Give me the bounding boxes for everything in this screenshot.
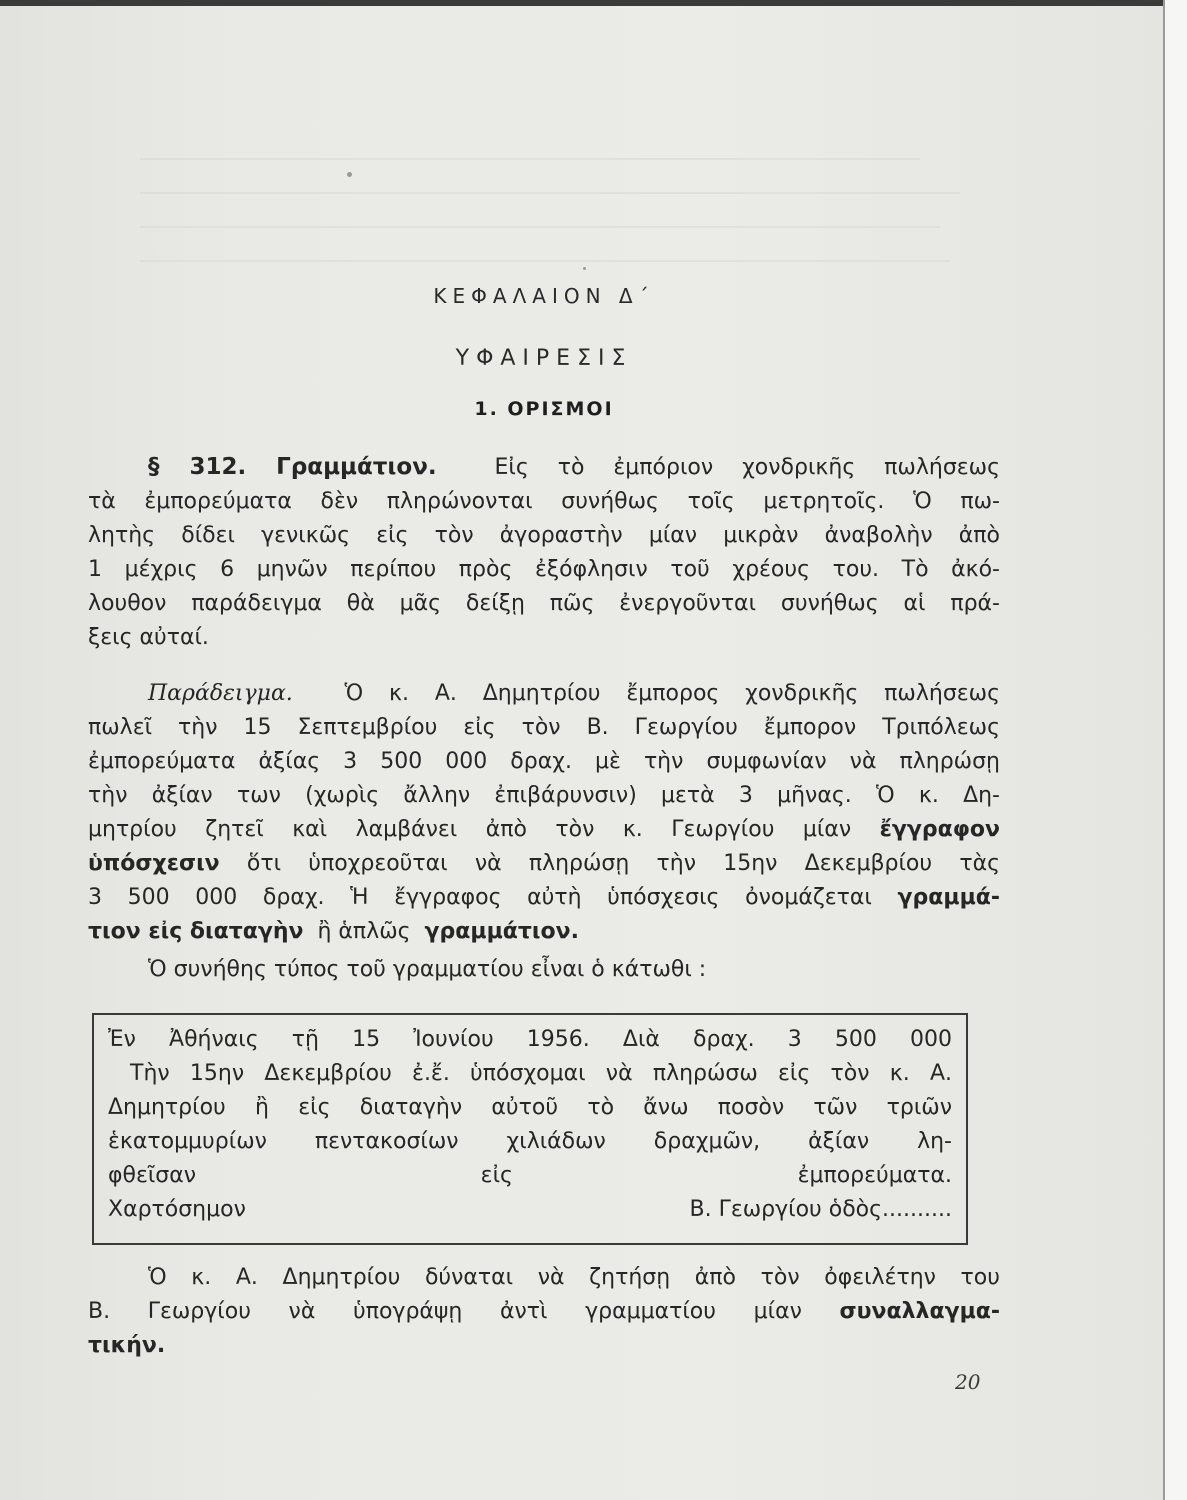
note-line: φθεῖσαν εἰς ἐμπορεύματα. bbox=[108, 1163, 952, 1188]
signature-line: Β. Γεωργίου ὁδὸς.......... bbox=[689, 1197, 952, 1222]
bold-term: συναλλαγμα- bbox=[839, 1299, 1000, 1324]
note-footer bbox=[108, 1193, 952, 1227]
text-line: λητὴς δίδει γενικῶς εἰς τὸν ἀγοραστὴν μίαν μικρὰν ἀναβολὴν ἀπὸ bbox=[88, 523, 1000, 548]
text-line bbox=[88, 915, 1000, 949]
text-fragment: Εἰς τὸ ἐμπόριον χονδρικῆς πωλήσεως bbox=[494, 455, 1000, 480]
text-line: πωλεῖ τὴν 15 Σεπτεμβρίου εἰς τὸν Β. Γεωργίου ἔμπορον Τριπόλεως bbox=[88, 715, 1000, 740]
note-line: Ἐν Ἀθήναις τῇ 15 Ἰουνίου 1956. Διὰ δραχ. 3 500 000 bbox=[108, 1027, 952, 1052]
text-line: λουθον παράδειγμα θὰ μᾶς δείξῃ πῶς ἐνεργοῦνται συνήθως αἱ πρά- bbox=[88, 591, 1000, 616]
bold-term: γραμμάτιον. bbox=[424, 919, 579, 944]
page-number: 20 bbox=[955, 1370, 981, 1394]
text-fragment: ὅτι ὑποχρεοῦται νὰ πληρώσῃ τὴν 15ην Δεκεμβρίου τὰς bbox=[246, 851, 1000, 876]
dust-speck bbox=[583, 267, 586, 270]
section-title: 1. ΟΡΙΣΜΟΙ bbox=[474, 398, 614, 420]
revenue-stamp-label: Χαρτόσημον bbox=[108, 1197, 246, 1222]
text-line bbox=[88, 847, 1000, 881]
chapter-subtitle: ΥΦΑΙΡΕΣΙΣ bbox=[455, 346, 633, 371]
text-fragment: ἢ ἁπλῶς bbox=[317, 919, 411, 944]
dust-speck bbox=[347, 172, 352, 177]
note-line: ἑκατομμυρίων πεντακοσίων χιλιάδων δραχμῶν, ἀξίαν λη- bbox=[108, 1129, 952, 1154]
text-fragment: μητρίου ζητεῖ καὶ λαμβάνει ἀπὸ τὸν κ. Γεωργίου μίαν bbox=[88, 817, 852, 842]
text-fragment: Β. Γεωργίου νὰ ὑπογράψῃ ἀντὶ γραμματίου μίαν bbox=[88, 1299, 802, 1324]
text-line: ἐμπορεύματα ἀξίας 3 500 000 δραχ. μὲ τὴν συμφωνίαν νὰ πληρώσῃ bbox=[88, 749, 1000, 774]
text-line: Ὁ κ. Α. Δημητρίου δύναται νὰ ζητήσῃ ἀπὸ τὸν ὀφειλέτην του bbox=[148, 1265, 1000, 1290]
bold-term: ἔγγραφον bbox=[879, 817, 1000, 842]
bold-term: τικήν. bbox=[88, 1333, 166, 1358]
text-line: 1 μέχρις 6 μηνῶν περίπου πρὸς ἐξόφλησιν τοῦ χρέους του. Τὸ ἀκό- bbox=[88, 557, 1000, 582]
closing-paragraph bbox=[88, 1261, 1000, 1363]
text-line: τὴν ἀξίαν των (χωρὶς ἄλλην ἐπιβάρυνσιν) μετὰ 3 μῆνας. Ὁ κ. Δη- bbox=[88, 783, 1000, 808]
note-line: Δημητρίου ἢ εἰς διαταγὴν αὐτοῦ τὸ ἄνω ποσὸν τῶν τριῶν bbox=[108, 1095, 952, 1120]
text-line bbox=[88, 1295, 1000, 1329]
scan-top-edge bbox=[0, 0, 1187, 6]
text-line bbox=[88, 450, 1000, 485]
paragraph-lead: § 312. Γραμμάτιον. bbox=[148, 454, 437, 480]
text-line bbox=[88, 677, 1000, 711]
example-paragraph bbox=[88, 677, 1000, 949]
promissory-note-box bbox=[92, 1013, 968, 1245]
text-line: ξεις αὐταί. bbox=[88, 625, 209, 650]
intro-to-note: Ὁ συνήθης τύπος τοῦ γραμματίου εἶναι ὁ κάτωθι : bbox=[148, 957, 707, 982]
chapter-heading: ΚΕΦΑΛΑΙΟΝ Δ΄ bbox=[433, 284, 655, 308]
text-fragment: Ὁ κ. Α. Δημητρίου ἔμπορος χονδρικῆς πωλήσεως bbox=[344, 681, 1000, 706]
text-fragment: 3 500 000 δραχ. Ἡ ἔγγραφος αὐτὴ ὑπόσχεσις ὀνομάζεται bbox=[88, 885, 872, 910]
bold-term: ὑπόσχεσιν bbox=[88, 851, 220, 876]
paragraph-312 bbox=[88, 450, 1000, 655]
example-lead: Παράδειγμα. bbox=[148, 681, 293, 706]
scan-right-edge bbox=[1163, 0, 1187, 1500]
text-line: τὰ ἐμπορεύματα δὲν πληρώνονται συνήθως τοῖς μετρητοῖς. Ὁ πω- bbox=[88, 489, 1000, 514]
bleed-through-text bbox=[140, 140, 990, 370]
bold-term: τιον εἰς διαταγὴν bbox=[88, 919, 304, 944]
bold-term: γραμμά- bbox=[897, 885, 1001, 910]
text-line bbox=[88, 881, 1000, 915]
text-line bbox=[88, 813, 1000, 847]
note-line: Τὴν 15ην Δεκεμβρίου ἐ.ἔ. ὑπόσχομαι νὰ πληρώσω εἰς τὸν κ. Α. bbox=[130, 1061, 952, 1086]
